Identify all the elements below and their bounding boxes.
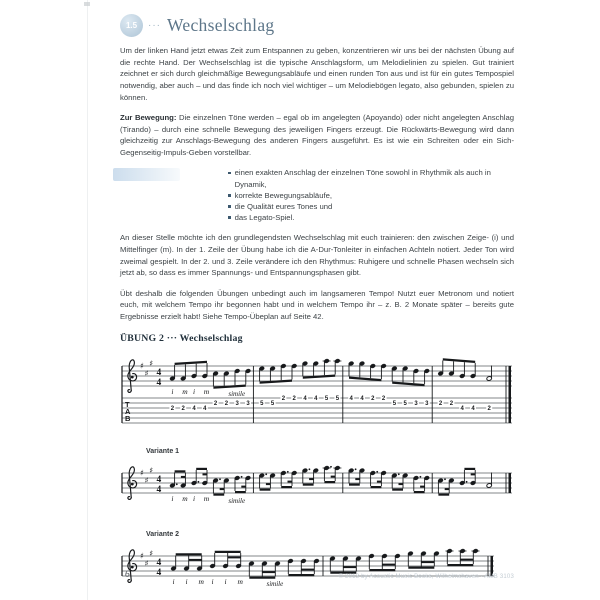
- svg-text:2: 2: [449, 401, 454, 408]
- svg-text:3: 3: [425, 401, 429, 408]
- svg-text:i: i: [193, 494, 196, 504]
- svg-text:4: 4: [349, 396, 353, 403]
- svg-text:5: 5: [392, 401, 397, 408]
- svg-text:2: 2: [292, 396, 296, 403]
- svg-text:m: m: [237, 576, 243, 586]
- svg-text:simile: simile: [228, 497, 246, 506]
- exercise-heading: ÜBUNG 2 ··· Wechselschlag: [120, 332, 243, 344]
- variante2-block: [120, 529, 514, 596]
- svg-text:3: 3: [414, 401, 418, 408]
- list-item-text: das Legato-Spiel.: [234, 213, 295, 223]
- page-title: Wechselschlag: [167, 14, 275, 35]
- paragraph-exercise-intro: An dieser Stelle möchte ich den grundlegendsten Wechselschlag mit euch trainieren: den zwischen Zeige- (i) und Mittelfinger (m). In der 1. Zeile der Übung habe ich die A-Dur-Tonleiter in einfachen Achteln notiert. Jeder Ton wird zweimal gespielt. In der 2. und 3. Zeile verändere ich den Rhythmus: Ruhigere und schnelle Phasen wechseln sich jetzt ab, so dass es immer Spannungs- und Entspannungsphasen gibt.: [120, 233, 514, 278]
- svg-text:i: i: [171, 387, 174, 397]
- margin-highlight-box: [113, 168, 180, 181]
- svg-text:B: B: [125, 414, 131, 424]
- page-edge-line: [87, 0, 88, 600]
- svg-text:♯: ♯: [140, 551, 144, 561]
- svg-text:m: m: [198, 576, 204, 586]
- variante1-notation: [120, 459, 516, 513]
- text-column: [120, 45, 514, 596]
- svg-text:5: 5: [270, 401, 275, 408]
- svg-text:A: A: [125, 407, 131, 417]
- svg-text:2: 2: [224, 401, 229, 408]
- list-item-text: korrekte Bewegungsabläufe,: [234, 190, 333, 200]
- svg-text:T: T: [125, 400, 130, 410]
- svg-text:5: 5: [260, 401, 264, 408]
- svg-text:i: i: [171, 494, 174, 504]
- svg-text:2: 2: [281, 396, 286, 403]
- bullet-icon: [228, 194, 231, 197]
- paragraph-movement-body: Die einzelnen Töne werden – egal ob im angelegten (Apoyando) oder nicht angelegten Anschlag (Tirando) – durch eine schnelle Bewegung des jeweiligen Fingers erzeugt. Die Rückwärts-Bewegung wird dann gleichzeitig zur Anschlags-Bewegung des anderen Fingers ausgeführt. Es ist wie ein Schreiten oder ein Sich-Gegenseitig-Impuls-Geben vorstellbar.: [120, 113, 514, 158]
- svg-text:simile: simile: [228, 390, 246, 399]
- svg-text:m: m: [182, 494, 188, 504]
- bullet-icon: [228, 216, 231, 219]
- svg-text:i: i: [172, 576, 175, 586]
- svg-text:4: 4: [156, 557, 162, 568]
- variante1-label: Variante 1: [146, 448, 180, 456]
- svg-text:2: 2: [381, 396, 386, 403]
- list-item: [228, 212, 514, 223]
- svg-text:2: 2: [487, 406, 491, 413]
- svg-text:2: 2: [181, 406, 185, 413]
- svg-text:2: 2: [371, 396, 375, 403]
- uebung2-system: [120, 356, 514, 432]
- bullet-icon: [228, 205, 231, 208]
- variante2-notation: [120, 542, 516, 596]
- bullet-icon: [228, 172, 231, 175]
- svg-text:4: 4: [303, 396, 307, 403]
- svg-text:4: 4: [156, 378, 162, 389]
- chapter-header: [120, 11, 274, 39]
- svg-text:2: 2: [438, 401, 443, 408]
- svg-text:4: 4: [156, 567, 162, 578]
- svg-text:♯: ♯: [144, 476, 149, 486]
- svg-text:3: 3: [235, 401, 239, 408]
- copyright-line: © 2013 by Acoustic Music Books, Wilhelmshaven · AMB 3103: [338, 574, 514, 580]
- svg-text:i: i: [185, 576, 188, 586]
- uebung2-notation: [120, 356, 516, 432]
- paragraph-tempo-advice: Übt deshalb die folgenden Übungen unbedingt auch im langsameren Tempo! Nutzt euer Metronom und notiert euch, mit welchem Tempo ihr begonnen habt und in welchem Tempo ihr – z. B. 2 Monate später – bereits gute Ergebnisse erzielt habt! Siehe Tempo-Übeplan auf Seite 42.: [120, 288, 514, 322]
- svg-text:2: 2: [170, 406, 175, 413]
- svg-text:5: 5: [335, 396, 340, 403]
- paragraph-intro: Um der linken Hand jetzt etwas Zeit zum Entspannen zu geben, konzentrieren wir uns bei der nächsten Übung auf die rechte Hand. Der Wechselschlag ist die typische Anschlagsform, um Melodielinien zu spielen. Gut trainiert zeichnet er sich durch gleichmäßige Bewegungsabläufe und einen runden Ton aus und ist für ein gutes Tempospiel notwendig, aber auch – und das finde ich noch viel wichtiger – um Melodiebögen legato, also gebunden, spielen zu können.: [120, 46, 514, 102]
- svg-text:♯: ♯: [144, 558, 149, 568]
- svg-text:4: 4: [460, 406, 464, 413]
- svg-text:4: 4: [471, 406, 475, 413]
- svg-text:♯: ♯: [149, 359, 154, 369]
- svg-text:i: i: [211, 576, 214, 586]
- svg-text:5: 5: [324, 396, 329, 403]
- svg-text:5: 5: [403, 401, 407, 408]
- chapter-badge-icon: 1.5: [120, 14, 143, 37]
- variante2-label: Variante 2: [146, 531, 180, 539]
- variante1-block: [120, 446, 514, 513]
- svg-text:m: m: [203, 387, 210, 397]
- svg-text:i: i: [224, 576, 227, 586]
- svg-text:4: 4: [192, 406, 196, 413]
- page-number: 6: [125, 570, 130, 580]
- list-item-text: einen exakten Anschlag der einzelnen Töne sowohl in Rhythmik als auch in Dynamik,: [234, 168, 491, 189]
- page-corner-mark: [84, 2, 90, 6]
- svg-text:♯: ♯: [140, 468, 144, 478]
- training-list: [120, 167, 514, 223]
- svg-text:2: 2: [213, 401, 218, 408]
- svg-text:i: i: [193, 387, 196, 397]
- svg-text:4: 4: [156, 368, 162, 379]
- svg-text:♯: ♯: [149, 466, 154, 476]
- svg-text:4: 4: [314, 396, 318, 403]
- svg-text:♯: ♯: [149, 548, 154, 558]
- paragraph-movement: [120, 112, 514, 159]
- svg-text:m: m: [203, 494, 210, 504]
- header-dots: ···: [148, 19, 161, 31]
- svg-text:4: 4: [203, 406, 207, 413]
- list-item-text: die Qualität eures Tones und: [234, 201, 333, 211]
- svg-text:♯: ♯: [144, 369, 149, 379]
- paragraph-movement-lead: Zur Bewegung:: [120, 113, 177, 123]
- svg-text:4: 4: [360, 396, 364, 403]
- list-item: [228, 167, 514, 189]
- svg-text:3: 3: [246, 401, 250, 408]
- svg-text:4: 4: [156, 475, 162, 486]
- list-item: [228, 201, 514, 212]
- svg-text:simile: simile: [266, 579, 284, 588]
- svg-text:4: 4: [156, 485, 162, 496]
- list-item: [228, 190, 514, 201]
- svg-text:m: m: [182, 387, 188, 397]
- svg-text:♯: ♯: [140, 362, 144, 372]
